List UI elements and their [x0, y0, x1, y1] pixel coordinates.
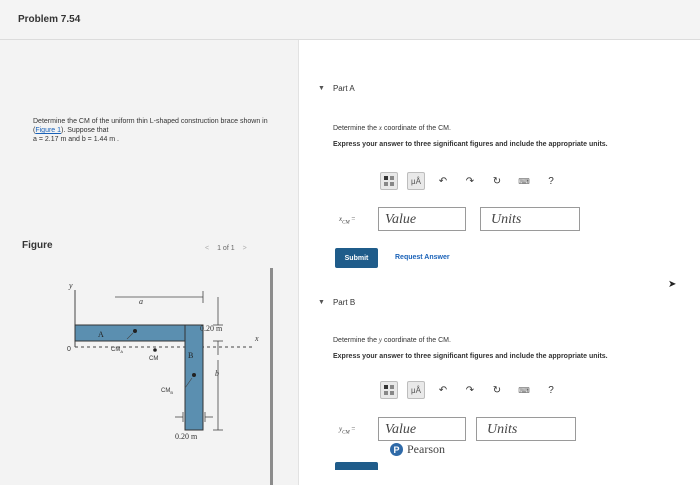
chevron-down-icon: ▼ — [318, 299, 325, 306]
top-bar — [0, 0, 700, 40]
problem-text-suffix: ). Suppose that — [61, 127, 109, 134]
templates-icon[interactable] — [380, 172, 398, 190]
pearson-logo-icon: P — [390, 443, 403, 456]
redo-icon[interactable]: ↷ — [465, 175, 475, 187]
keyboard-icon[interactable]: ⌨ — [518, 176, 530, 186]
templates-icon[interactable] — [380, 381, 398, 399]
reset-icon[interactable]: ↻ — [492, 175, 502, 187]
part-b-instruction: Determine the y coordinate of the CM. — [333, 336, 451, 344]
vertical-bar — [185, 325, 203, 430]
cm-a-label: $CM_A$ — [111, 347, 124, 354]
part-b-toolbar — [380, 381, 560, 399]
part-b-title: Part B — [332, 298, 356, 307]
part-a-title: Part A — [332, 84, 355, 93]
y-cm-units-input[interactable]: Units — [476, 417, 576, 441]
undo-icon[interactable]: ↶ — [438, 384, 448, 396]
x-axis-label: x — [255, 334, 259, 343]
l-brace-diagram — [55, 275, 285, 455]
problem-text: Determine the CM of the uniform thin L-shaped construction brace shown in ( — [33, 118, 268, 134]
point-b-label: B — [188, 351, 194, 360]
prev-figure-button[interactable]: < — [205, 245, 210, 252]
problem-statement — [33, 117, 268, 144]
undo-icon[interactable]: ↶ — [438, 175, 448, 187]
x-cm-units-input[interactable]: Units — [480, 207, 580, 231]
dim-top-label: 0.20 m — [200, 324, 223, 333]
redo-icon[interactable]: ↷ — [465, 384, 475, 396]
x-cm-label: $x_{CM}$ = — [339, 215, 356, 226]
figure-link[interactable]: Figure 1 — [35, 127, 62, 134]
y-cm-label: $y_{CM}$ = — [339, 425, 356, 436]
help-icon[interactable]: ? — [548, 384, 554, 396]
point-a-label: A — [98, 330, 104, 339]
y-axis-label: y — [69, 281, 73, 290]
dim-bottom-label: 0.20 m — [175, 432, 198, 441]
dim-a-label: a — [139, 297, 143, 306]
keyboard-icon[interactable]: ⌨ — [518, 385, 530, 395]
figure-pager — [205, 245, 247, 252]
cm-a-dot — [133, 329, 137, 333]
part-b-toggle[interactable] — [318, 298, 355, 307]
figure-label: Figure — [22, 240, 53, 251]
horizontal-bar — [75, 325, 203, 341]
y-cm-value-input[interactable]: Value — [378, 417, 466, 441]
part-a-instruction: Determine the x coordinate of the CM. — [333, 124, 451, 132]
part-b-express: Express your answer to three significant figures and include the appropriate units. — [333, 353, 608, 360]
pearson-text: Pearson — [407, 442, 445, 456]
figure-scrollbar[interactable] — [270, 268, 273, 485]
problem-title: Problem 7.54 — [18, 14, 81, 25]
part-b-submit-button[interactable] — [335, 462, 378, 470]
part-a-toolbar — [380, 172, 560, 190]
help-icon[interactable]: ? — [548, 175, 554, 187]
pearson-brand — [390, 442, 445, 457]
part-a-toggle[interactable] — [318, 84, 355, 93]
origin-label: 0 — [67, 346, 71, 353]
panel-divider — [298, 40, 299, 485]
cm-b-dot — [192, 373, 196, 377]
part-a-request-answer-link[interactable]: Request Answer — [395, 254, 450, 261]
chevron-down-icon: ▼ — [318, 85, 325, 92]
x-cm-value-input[interactable]: Value — [378, 207, 466, 231]
reset-icon[interactable]: ↻ — [492, 384, 502, 396]
part-b-request-answer-link[interactable] — [395, 462, 455, 468]
part-a-express: Express your answer to three significant figures and include the appropriate units. — [333, 141, 608, 148]
cm-dot — [153, 348, 157, 352]
dim-b-label: b — [215, 369, 219, 378]
next-figure-button[interactable]: > — [242, 245, 247, 252]
problem-values: a = 2.17 m and b = 1.44 m . — [33, 136, 119, 143]
cm-b-label: $CM_B$ — [161, 388, 174, 395]
figure-page-count: 1 of 1 — [217, 245, 235, 252]
mouse-cursor-icon: ➤ — [668, 279, 677, 290]
mu-angstrom-button[interactable]: μÅ — [407, 172, 425, 190]
cm-label: CM — [149, 356, 159, 362]
part-a-submit-button[interactable]: Submit — [335, 248, 378, 268]
figure-diagram — [55, 275, 285, 455]
mu-angstrom-button[interactable]: μÅ — [407, 381, 425, 399]
